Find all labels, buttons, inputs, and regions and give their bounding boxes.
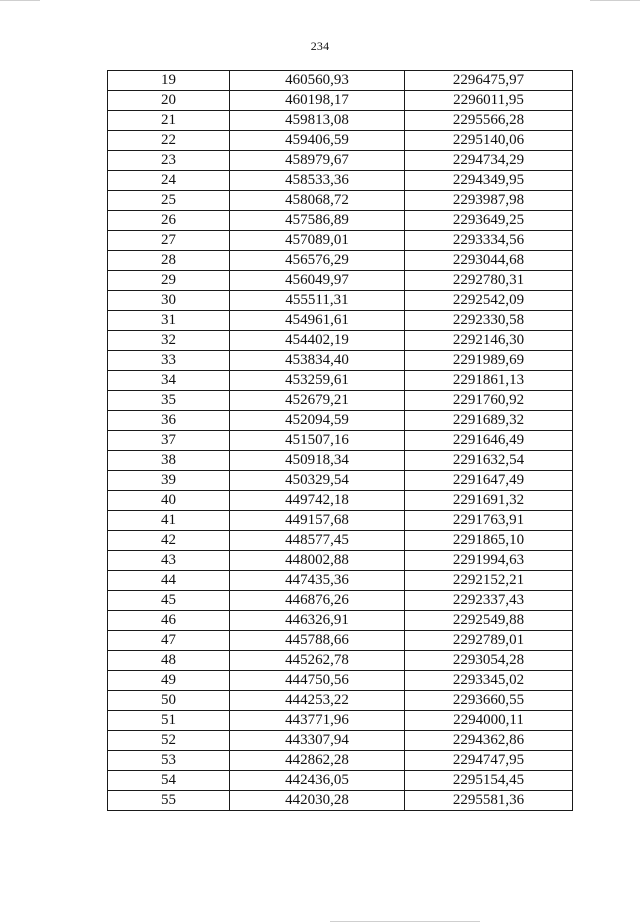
x-coordinate-cell: 455511,31	[230, 291, 405, 311]
x-coordinate-cell: 445788,66	[230, 631, 405, 651]
table-row	[108, 791, 573, 811]
point-number-cell: 40	[108, 491, 230, 511]
point-number-cell: 32	[108, 331, 230, 351]
table-row	[108, 671, 573, 691]
y-coordinate-cell: 2291865,10	[405, 531, 573, 551]
y-coordinate-cell: 2293660,55	[405, 691, 573, 711]
x-coordinate-cell: 457586,89	[230, 211, 405, 231]
table-row	[108, 771, 573, 791]
y-coordinate-cell: 2293054,28	[405, 651, 573, 671]
x-coordinate-cell: 449157,68	[230, 511, 405, 531]
x-coordinate-cell: 452094,59	[230, 411, 405, 431]
table-row	[108, 191, 573, 211]
x-coordinate-cell: 444750,56	[230, 671, 405, 691]
y-coordinate-cell: 2294349,95	[405, 171, 573, 191]
coordinates-table-body	[108, 71, 573, 811]
y-coordinate-cell: 2294734,29	[405, 151, 573, 171]
table-row	[108, 71, 573, 91]
table-row	[108, 111, 573, 131]
table-row	[108, 751, 573, 771]
point-number-cell: 21	[108, 111, 230, 131]
table-row	[108, 531, 573, 551]
table-row	[108, 591, 573, 611]
x-coordinate-cell: 450329,54	[230, 471, 405, 491]
y-coordinate-cell: 2292330,58	[405, 311, 573, 331]
table-row	[108, 691, 573, 711]
x-coordinate-cell: 446876,26	[230, 591, 405, 611]
y-coordinate-cell: 2294362,86	[405, 731, 573, 751]
point-number-cell: 47	[108, 631, 230, 651]
table-row	[108, 91, 573, 111]
y-coordinate-cell: 2291632,54	[405, 451, 573, 471]
point-number-cell: 55	[108, 791, 230, 811]
table-row	[108, 571, 573, 591]
table-row	[108, 551, 573, 571]
point-number-cell: 30	[108, 291, 230, 311]
y-coordinate-cell: 2291763,91	[405, 511, 573, 531]
y-coordinate-cell: 2292542,09	[405, 291, 573, 311]
y-coordinate-cell: 2295566,28	[405, 111, 573, 131]
y-coordinate-cell: 2293649,25	[405, 211, 573, 231]
x-coordinate-cell: 454961,61	[230, 311, 405, 331]
x-coordinate-cell: 443771,96	[230, 711, 405, 731]
table-row	[108, 431, 573, 451]
y-coordinate-cell: 2292146,30	[405, 331, 573, 351]
table-row	[108, 151, 573, 171]
x-coordinate-cell: 453834,40	[230, 351, 405, 371]
table-row	[108, 271, 573, 291]
scan-edge-top-left	[0, 0, 40, 1]
x-coordinate-cell: 451507,16	[230, 431, 405, 451]
coordinates-table-container	[107, 70, 572, 811]
point-number-cell: 23	[108, 151, 230, 171]
point-number-cell: 34	[108, 371, 230, 391]
table-row	[108, 511, 573, 531]
point-number-cell: 33	[108, 351, 230, 371]
x-coordinate-cell: 460198,17	[230, 91, 405, 111]
point-number-cell: 49	[108, 671, 230, 691]
table-row	[108, 391, 573, 411]
y-coordinate-cell: 2295581,36	[405, 791, 573, 811]
x-coordinate-cell: 443307,94	[230, 731, 405, 751]
point-number-cell: 36	[108, 411, 230, 431]
x-coordinate-cell: 449742,18	[230, 491, 405, 511]
table-row	[108, 331, 573, 351]
table-row	[108, 711, 573, 731]
point-number-cell: 50	[108, 691, 230, 711]
y-coordinate-cell: 2291689,32	[405, 411, 573, 431]
table-row	[108, 231, 573, 251]
point-number-cell: 41	[108, 511, 230, 531]
point-number-cell: 54	[108, 771, 230, 791]
x-coordinate-cell: 457089,01	[230, 231, 405, 251]
y-coordinate-cell: 2292549,88	[405, 611, 573, 631]
x-coordinate-cell: 456049,97	[230, 271, 405, 291]
x-coordinate-cell: 444253,22	[230, 691, 405, 711]
x-coordinate-cell: 442862,28	[230, 751, 405, 771]
table-row	[108, 631, 573, 651]
y-coordinate-cell: 2292789,01	[405, 631, 573, 651]
x-coordinate-cell: 442030,28	[230, 791, 405, 811]
y-coordinate-cell: 2291994,63	[405, 551, 573, 571]
point-number-cell: 29	[108, 271, 230, 291]
table-row	[108, 351, 573, 371]
table-row	[108, 471, 573, 491]
x-coordinate-cell: 453259,61	[230, 371, 405, 391]
point-number-cell: 27	[108, 231, 230, 251]
x-coordinate-cell: 448577,45	[230, 531, 405, 551]
table-row	[108, 171, 573, 191]
point-number-cell: 24	[108, 171, 230, 191]
x-coordinate-cell: 448002,88	[230, 551, 405, 571]
point-number-cell: 42	[108, 531, 230, 551]
point-number-cell: 31	[108, 311, 230, 331]
y-coordinate-cell: 2292780,31	[405, 271, 573, 291]
table-row	[108, 371, 573, 391]
y-coordinate-cell: 2296475,97	[405, 71, 573, 91]
point-number-cell: 53	[108, 751, 230, 771]
table-row	[108, 131, 573, 151]
x-coordinate-cell: 458979,67	[230, 151, 405, 171]
point-number-cell: 43	[108, 551, 230, 571]
y-coordinate-cell: 2291646,49	[405, 431, 573, 451]
table-row	[108, 651, 573, 671]
y-coordinate-cell: 2291760,92	[405, 391, 573, 411]
point-number-cell: 28	[108, 251, 230, 271]
x-coordinate-cell: 456576,29	[230, 251, 405, 271]
y-coordinate-cell: 2296011,95	[405, 91, 573, 111]
coordinates-table	[107, 70, 573, 811]
table-row	[108, 311, 573, 331]
point-number-cell: 52	[108, 731, 230, 751]
page-number: 234	[310, 39, 330, 53]
point-number-cell: 25	[108, 191, 230, 211]
y-coordinate-cell: 2295140,06	[405, 131, 573, 151]
x-coordinate-cell: 442436,05	[230, 771, 405, 791]
y-coordinate-cell: 2292337,43	[405, 591, 573, 611]
y-coordinate-cell: 2294000,11	[405, 711, 573, 731]
table-row	[108, 211, 573, 231]
y-coordinate-cell: 2293334,56	[405, 231, 573, 251]
y-coordinate-cell: 2291861,13	[405, 371, 573, 391]
table-row	[108, 491, 573, 511]
point-number-cell: 51	[108, 711, 230, 731]
y-coordinate-cell: 2295154,45	[405, 771, 573, 791]
table-row	[108, 611, 573, 631]
x-coordinate-cell: 452679,21	[230, 391, 405, 411]
y-coordinate-cell: 2291691,32	[405, 491, 573, 511]
point-number-cell: 46	[108, 611, 230, 631]
x-coordinate-cell: 458068,72	[230, 191, 405, 211]
x-coordinate-cell: 454402,19	[230, 331, 405, 351]
y-coordinate-cell: 2291989,69	[405, 351, 573, 371]
point-number-cell: 39	[108, 471, 230, 491]
table-row	[108, 451, 573, 471]
y-coordinate-cell: 2292152,21	[405, 571, 573, 591]
scan-edge-top-right	[590, 0, 640, 1]
x-coordinate-cell: 459406,59	[230, 131, 405, 151]
y-coordinate-cell: 2293345,02	[405, 671, 573, 691]
point-number-cell: 22	[108, 131, 230, 151]
x-coordinate-cell: 447435,36	[230, 571, 405, 591]
table-row	[108, 251, 573, 271]
point-number-cell: 20	[108, 91, 230, 111]
point-number-cell: 35	[108, 391, 230, 411]
point-number-cell: 45	[108, 591, 230, 611]
x-coordinate-cell: 458533,36	[230, 171, 405, 191]
table-row	[108, 291, 573, 311]
point-number-cell: 26	[108, 211, 230, 231]
y-coordinate-cell: 2294747,95	[405, 751, 573, 771]
point-number-cell: 37	[108, 431, 230, 451]
y-coordinate-cell: 2293987,98	[405, 191, 573, 211]
y-coordinate-cell: 2291647,49	[405, 471, 573, 491]
x-coordinate-cell: 459813,08	[230, 111, 405, 131]
point-number-cell: 38	[108, 451, 230, 471]
x-coordinate-cell: 450918,34	[230, 451, 405, 471]
table-row	[108, 731, 573, 751]
point-number-cell: 48	[108, 651, 230, 671]
x-coordinate-cell: 460560,93	[230, 71, 405, 91]
point-number-cell: 44	[108, 571, 230, 591]
point-number-cell: 19	[108, 71, 230, 91]
x-coordinate-cell: 446326,91	[230, 611, 405, 631]
table-row	[108, 411, 573, 431]
y-coordinate-cell: 2293044,68	[405, 251, 573, 271]
x-coordinate-cell: 445262,78	[230, 651, 405, 671]
